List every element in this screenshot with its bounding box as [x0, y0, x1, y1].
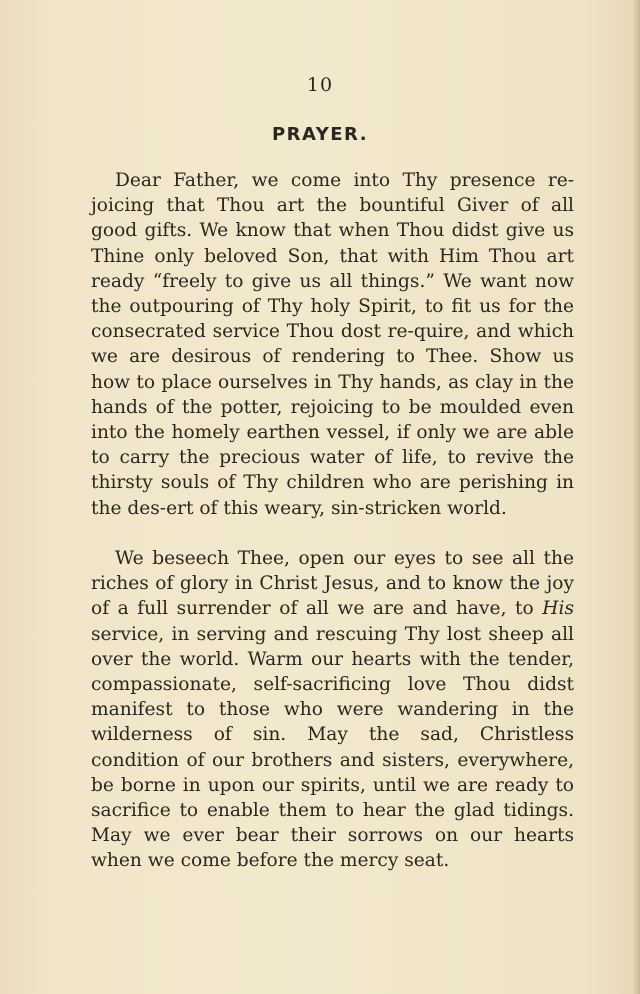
prayer-paragraph-2 — [91, 546, 574, 874]
prayer-paragraph-1: Dear Father, we come into Thy presence re-joicing that Thou art the bountiful Giver of all good gifts. We know that when Thou didst give us Thine only beloved Son, that with Him Thou art ready “freely to give us all things.” We want now the outpouring of Thy holy Spirit, to fit us for the consecrated service Thou dost re-quire, and which we are desirous of rendering to Thee. Show us how to place ourselves in Thy hands, as clay in the hands of the potter, rejoicing to be moulded even into the homely earthen vessel, if only we are able to carry the precious water of life, to revive the thirsty souls of Thy children who are perishing in the des-ert of this weary, sin-stricken world. — [91, 170, 574, 519]
paragraph-2-lead: We beseech Thee, open our eyes to see all the riches of glory in Christ Jesus, and to know the joy of a full surrender of all we are and have, to — [91, 548, 574, 620]
page-title: PRAYER. — [271, 124, 369, 145]
page-edge-shadow — [632, 0, 640, 994]
emphasized-word: His — [542, 598, 574, 620]
paragraph-2-rest: service, in serving and rescuing Thy lost sheep all over the world. Warm our hearts with the tender, compassionate, self-sacrificing love Thou didst manifest to those who were wandering in the wilderness of sin. May the sad, Christless condition of our brothers and sisters, everywhere, be borne in upon our spirits, until we are ready to sacrifice to enable them to hear the glad tidings. May we ever bear their sorrows on our hearts when we come before the mercy seat. — [91, 623, 574, 872]
page-number: 10 — [306, 74, 334, 96]
